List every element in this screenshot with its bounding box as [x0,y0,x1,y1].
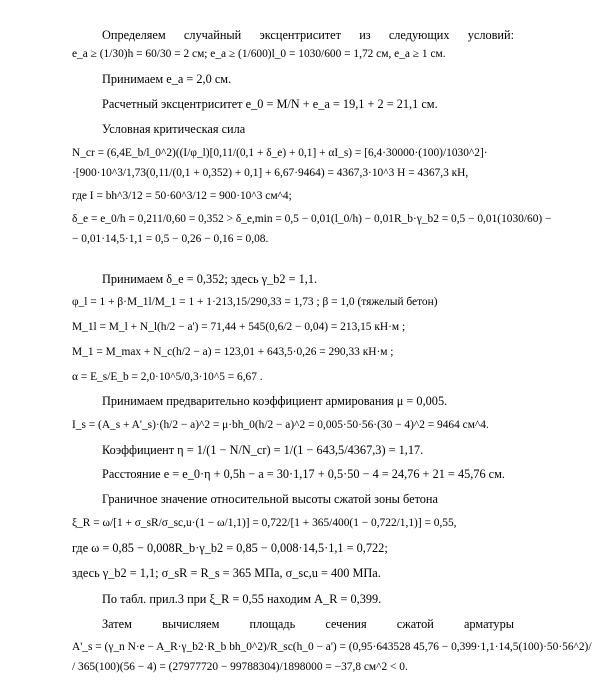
paragraph-reinforcement-ratio: Принимаем предварительно коэффициент армирования μ = 0,005. [102,394,448,408]
formula-eta: Коэффициент η = 1/(1 − N/N_cr) = 1/(1 − 643,5/4367,3) = 1,17. [102,443,424,457]
formula-delta-e-1: δ_e = e_0/h = 0,211/0,60 = 0,352 > δ_e,min = 0,5 − 0,01(l_0/h) − 0,01R_b·γ_b2 = 0,5 − 0,01(1030/60) − [72,213,552,225]
formula-delta-e-2: − 0,01·14,5·1,1 = 0,5 − 0,26 − 0,16 = 0,08. [72,233,269,245]
formula-critical-force-1: N_cr = (6,4E_b/l_0^2)((I/φ_l)[0,11/(0,1 + δ_e) + 0,1] + αI_s) = [6,4·30000·(100)/1030^2]· [72,147,488,159]
paragraph-table-lookup: По табл. прил.3 при ξ_R = 0,55 находим A_R = 0,399. [102,592,382,606]
paragraph-design-eccentricity: Расчетный эксцентриситет e_0 = M/N + e_a = 19,1 + 2 = 21,1 см. [102,97,438,111]
paragraph-compressed-area: Затем вычисляем площадь сечения сжатой арматуры [102,617,514,631]
paragraph-accept-ea: Принимаем e_a = 2,0 см. [102,72,232,86]
formula-m1l: M_1l = M_l + N_l(h/2 − a') = 71,44 + 545(0,6/2 − 0,04) = 213,15 кН·м ; [72,321,406,333]
formula-as-prime-1: A'_s = (γ_n N·e − A_R·γ_b2·R_b bh_0^2)/R_sc(h_0 − a') = (0,95·643528 45,76 − 0,399·1,1·14,5(100)·50·56^2)/ [72,641,592,653]
formula-is: I_s = (A_s + A'_s)·(h/2 − a)^2 = μ·bh_0(h/2 − a)^2 = 0,005·50·56·(30 − 4)^2 = 9464 см^4. [72,419,489,431]
formula-as-prime-2: / 365(100)(56 − 4) = (27977720 − 99788304)/1898000 = −37,8 см^2 < 0. [72,661,408,673]
formula-omega: где ω = 0,85 − 0,008R_b·γ_b2 = 0,85 − 0,008·14,5·1,1 = 0,722; [72,541,388,555]
formula-random-eccentricity: e_a ≥ (1/30)h = 60/30 = 2 см; e_a ≥ (1/600)l_0 = 1030/600 = 1,72 см, e_a ≥ 1 см. [72,48,446,60]
heading-critical-force: Условная критическая сила [102,122,246,136]
formula-distance-e: Расстояние e = e_0·η + 0,5h − a = 30·1,17 + 0,5·50 − 4 = 24,76 + 21 = 45,76 см. [102,467,505,481]
formula-xi-r: ξ_R = ω/[1 + σ_sR/σ_sc,u·(1 − ω/1,1)] = 0,722/[1 + 365/400(1 − 0,722/1,1)] = 0,55, [72,517,457,529]
formula-phi-l: φ_l = 1 + β·M_1l/M_1 = 1 + 1·213,15/290,33 = 1,73 ; β = 1,0 (тяжелый бетон) [72,296,438,308]
formula-moment-of-inertia: где I = bh^3/12 = 50·60^3/12 = 900·10^3 см^4; [72,190,292,202]
formula-gamma-sigma: здесь γ_b2 = 1,1; σ_sR = R_s = 365 МПа, σ_sc,u = 400 МПа. [72,566,381,580]
paragraph-accept-delta: Принимаем δ_e = 0,352; здесь γ_b2 = 1,1. [102,272,318,286]
heading-boundary-height: Граничное значение относительной высоты сжатой зоны бетона [102,492,438,506]
formula-critical-force-2: ·[900·10^3/1,73(0,11/(0,1 + 0,352) + 0,1] + 6,67·9464) = 4367,3·10^3 Н = 4367,3 кН, [72,167,469,179]
formula-alpha: α = E_s/E_b = 2,0·10^5/0,3·10^5 = 6,67 . [72,371,263,383]
formula-m1: M_1 = M_max + N_c(h/2 − a) = 123,01 + 643,5·0,26 = 290,33 кН·м ; [72,346,394,358]
paragraph-eccentricity-intro: Определяем случайный эксцентриситет из следующих условий: [102,28,514,42]
